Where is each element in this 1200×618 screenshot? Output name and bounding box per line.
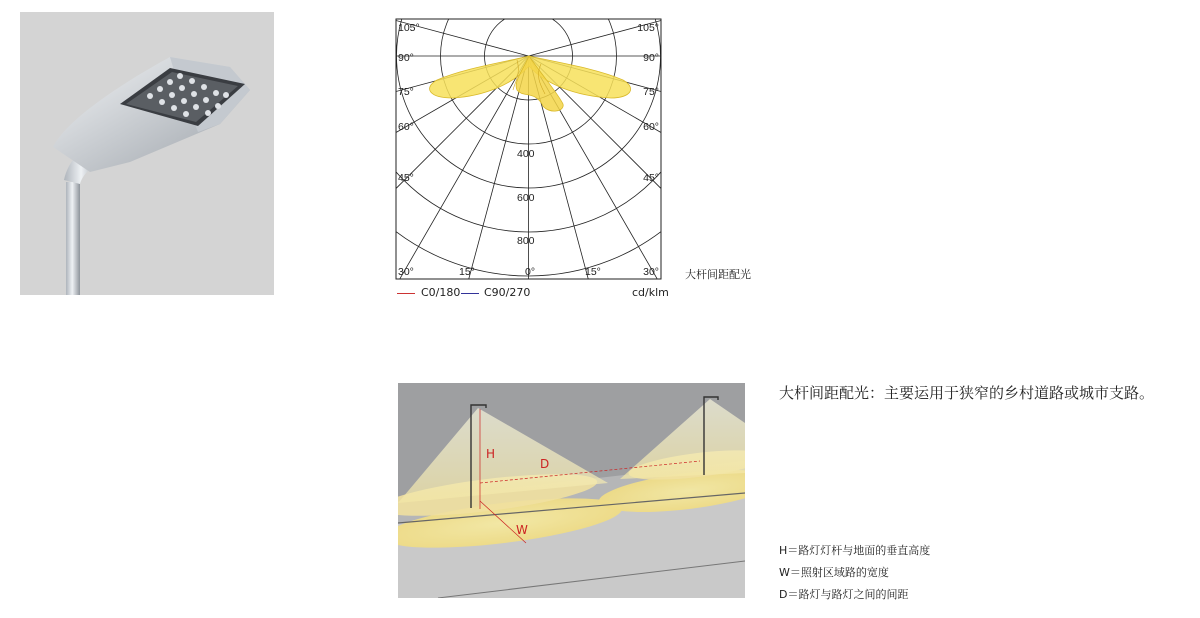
definition-w: W＝照射区域路的宽度 [779,566,889,579]
angle-label-90-right: 90° [643,52,659,64]
legend-line-c90-270 [461,293,479,294]
bottom-label-0: 0° [525,266,536,278]
angle-label-75-right: 75° [643,86,659,98]
angle-label-75-left: 75° [398,86,414,98]
bottom-label-15-right: 15° [585,266,601,278]
angle-label-90-left: 90° [398,52,414,64]
legend-label-c90-270: C90/270 [484,286,531,299]
polar-distribution-chart [395,18,662,280]
legend-line-c0-180 [397,293,415,294]
bottom-label-30-right: 30° [643,266,659,278]
angle-label-105-right: 105° [637,22,659,34]
height-label: H [486,447,496,461]
polar-caption: 大杆间距配光 [685,268,751,281]
radial-label-800: 800 [517,235,535,247]
polar-unit-label: cd/klm [632,286,669,299]
angle-label-45-right: 45° [643,172,659,184]
distribution-description: 大杆间距配光：主要运用于狭窄的乡村道路或城市支路。 [779,384,1155,402]
legend-label-c0-180: C0/180 [421,286,461,299]
radial-label-600: 600 [517,192,535,204]
bottom-label-30-left: 30° [398,266,414,278]
angle-label-60-left: 60° [398,121,414,133]
angle-label-105-left: 105° [398,22,420,34]
distance-label: D [540,457,550,471]
street-lighting-diagram [398,383,745,598]
street-light-photo [20,12,274,295]
angle-label-45-left: 45° [398,172,414,184]
bottom-label-15-left: 15° [459,266,475,278]
angle-label-60-right: 60° [643,121,659,133]
definition-d: D＝路灯与路灯之间的间距 [779,588,909,601]
radial-label-400: 400 [517,148,535,160]
definition-h: H＝路灯灯杆与地面的垂直高度 [779,544,931,557]
width-label: W [516,523,528,537]
